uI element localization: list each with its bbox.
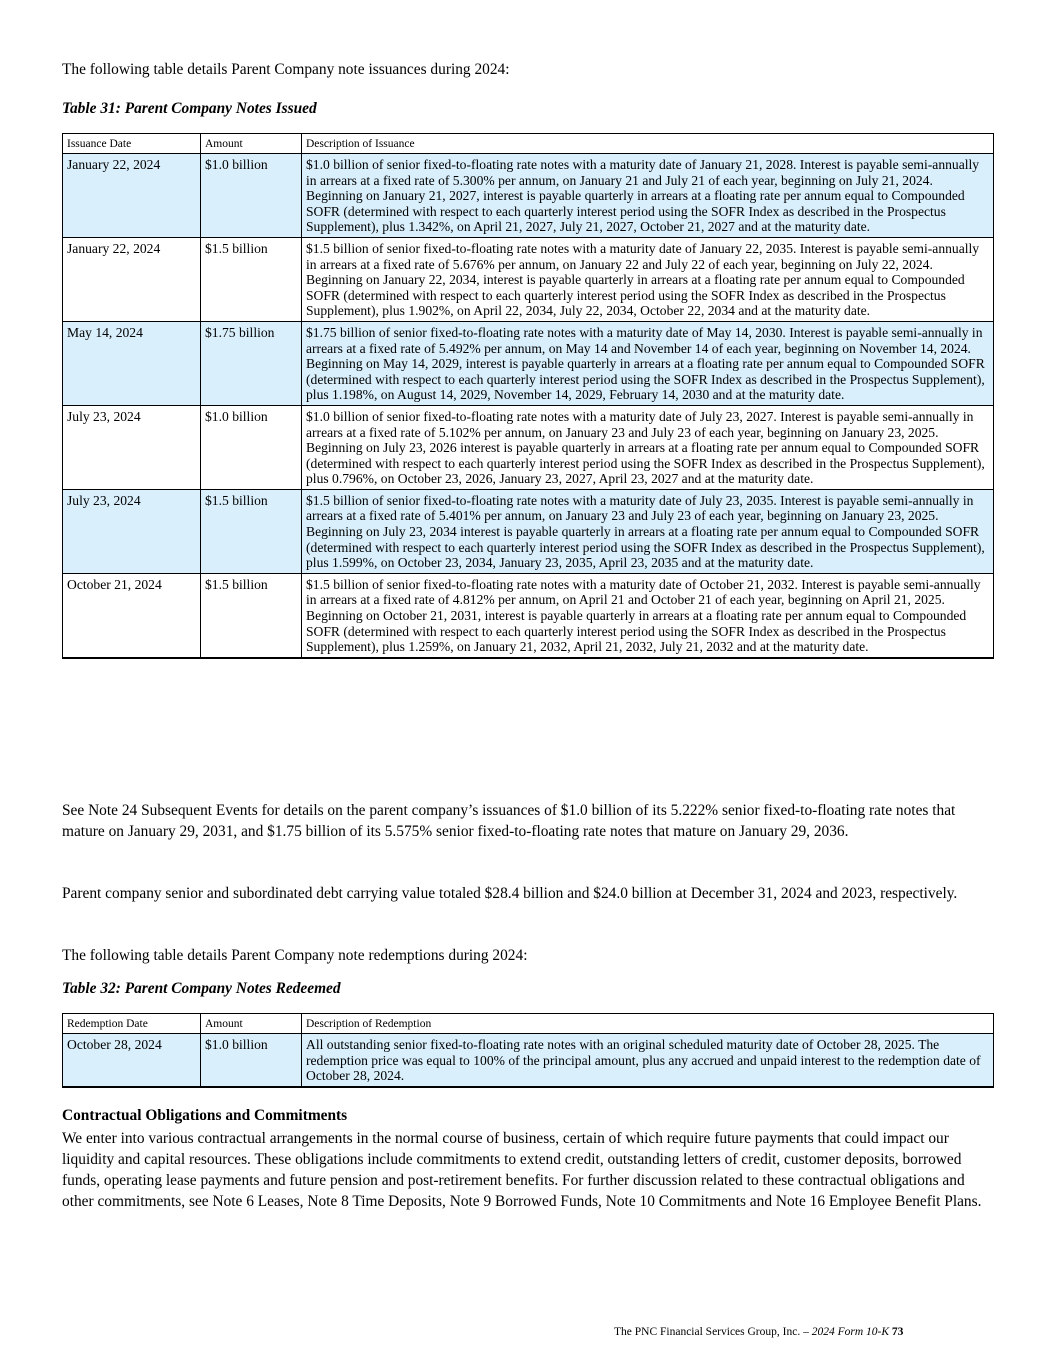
table-row	[63, 321, 994, 405]
page-footer	[614, 1326, 903, 1338]
column-header-description: Description of Redemption	[302, 1014, 994, 1034]
issuance-date-cell: July 23, 2024	[63, 405, 201, 489]
description-cell: $1.0 billion of senior fixed-to-floating rate notes with a maturity date of July 23, 2027. Interest is payable semi-annually in arrears at a fixed rate of 5.102% per annum, on January 23 and July 23 of each year, beginning on January 23, 2025. Beginning on July 23, 2026 interest is payable quarterly in arrears at a floating rate per annum equal to Compounded SOFR (determined with respect to each quarterly interest period using the SOFR Index as described in the Prospectus Supplement), plus 0.796%, on October 23, 2026, January 23, 2027, April 23, 2027 and at the maturity date.	[302, 405, 994, 489]
notes-issued-table	[62, 133, 994, 659]
description-cell: $1.5 billion of senior fixed-to-floating rate notes with a maturity date of January 22, 2035. Interest is payable semi-annually in arrears at a fixed rate of 5.676% per annum, on January 22 and July 22 of each year, beginning on July 22, 2024. Beginning on January 22, 2034, interest is payable quarterly in arrears at a floating rate per annum equal to Compounded SOFR (determined with respect to each quarterly interest period using the SOFR Index as described in the Prospectus Supplement), plus 1.902%, on April 22, 2034, July 22, 2034, October 22, 2034 and at the maturity date.	[302, 237, 994, 321]
description-cell: $1.75 billion of senior fixed-to-floating rate notes with a maturity date of May 14, 2030. Interest is payable semi-annually in arrears at a fixed rate of 5.492% per annum, on May 14 and November 14 of each year, beginning on November 14, 2024. Beginning on May 14, 2029, interest is payable quarterly in arrears at a floating rate per annum equal to Compounded SOFR (determined with respect to each quarterly interest period using the SOFR Index as described in the Prospectus Supplement), plus 1.198%, on August 14, 2029, November 14, 2029, February 14, 2030 and at the maturity date.	[302, 321, 994, 405]
table-row	[63, 405, 994, 489]
table-row	[63, 573, 994, 657]
issuance-date-cell: July 23, 2024	[63, 489, 201, 573]
table32-title: Table 32: Parent Company Notes Redeemed	[62, 980, 341, 997]
column-header-amount: Amount	[201, 134, 302, 154]
column-header-amount: Amount	[201, 1014, 302, 1034]
issuance-date-cell: October 21, 2024	[63, 573, 201, 657]
issuance-date-cell: January 22, 2024	[63, 237, 201, 321]
column-header-date: Redemption Date	[63, 1014, 201, 1034]
column-header-date: Issuance Date	[63, 134, 201, 154]
table-row	[63, 1034, 994, 1087]
amount-cell: $1.5 billion	[201, 489, 302, 573]
table-header-row	[63, 1014, 994, 1034]
table-header-row	[63, 134, 994, 154]
amount-cell: $1.5 billion	[201, 237, 302, 321]
intro-redemptions-paragraph: The following table details Parent Company note redemptions during 2024:	[62, 947, 528, 964]
subsequent-events-paragraph: See Note 24 Subsequent Events for details on the parent company’s issuances of $1.0 billion of its 5.222% senior fixed-to-floating rate notes that mature on January 29, 2031, and $1.75 billion of its 5.575% senior fixed-to-floating rate notes that mature on January 29, 2036.	[62, 802, 956, 840]
amount-cell: $1.0 billion	[201, 405, 302, 489]
amount-cell: $1.5 billion	[201, 573, 302, 657]
redemption-date-cell: October 28, 2024	[63, 1034, 201, 1087]
page-number: 73	[891, 1326, 904, 1338]
intro-issuances-paragraph: The following table details Parent Company note issuances during 2024:	[62, 61, 510, 78]
table31-title: Table 31: Parent Company Notes Issued	[62, 100, 317, 117]
issuance-date-cell: May 14, 2024	[63, 321, 201, 405]
description-cell: All outstanding senior fixed-to-floating rate notes with an original scheduled maturity date of October 28, 2025. The redemption price was equal to 100% of the principal amount, plus any accrued and unpaid interest to the redemption date of October 28, 2024.	[302, 1034, 994, 1087]
contractual-obligations-paragraph: We enter into various contractual arrangements in the normal course of business, certain of which require future payments that could impact our liquidity and capital resources. These obligations include commitments to extend credit, outstanding letters of credit, customer deposits, borrowed funds, operating lease payments and future pension and post-retirement benefits. For further discussion related to these contractual obligations and other commitments, see Note 6 Leases, Note 8 Time Deposits, Note 9 Borrowed Funds, Note 10 Commitments and Note 16 Employee Benefit Plans.	[62, 1130, 982, 1210]
amount-cell: $1.75 billion	[201, 321, 302, 405]
table-row	[63, 237, 994, 321]
section-heading: Contractual Obligations and Commitments	[62, 1107, 348, 1124]
amount-cell: $1.0 billion	[201, 1034, 302, 1087]
description-cell: $1.5 billion of senior fixed-to-floating rate notes with a maturity date of July 23, 2035. Interest is payable semi-annually in arrears at a fixed rate of 5.401% per annum, on January 23 and July 23 of each year, beginning on January 23, 2025. Beginning on July 23, 2034 interest is payable quarterly in arrears at a floating rate per annum equal to Compounded SOFR (determined with respect to each quarterly interest period using the SOFR Index as described in the Prospectus Supplement), plus 1.599%, on October 23, 2034, January 23, 2035, April 23, 2035 and at the maturity date.	[302, 489, 994, 573]
footer-company: The PNC Financial Services Group, Inc. –	[614, 1326, 809, 1338]
debt-carrying-value-paragraph: Parent company senior and subordinated debt carrying value totaled $28.4 billion and $24.0 billion at December 31, 2024 and 2023, respectively.	[62, 885, 958, 902]
amount-cell: $1.0 billion	[201, 154, 302, 238]
table-row	[63, 154, 994, 238]
notes-redeemed-table	[62, 1013, 994, 1088]
description-cell: $1.0 billion of senior fixed-to-floating rate notes with a maturity date of January 21, 2028. Interest is payable semi-annually in arrears at a fixed rate of 5.300% per annum, on January 21 and July 21 of each year, beginning on July 21, 2024. Beginning on January 21, 2027, interest is payable quarterly in arrears at a floating rate per annum equal to Compounded SOFR (determined with respect to each quarterly interest period using the SOFR Index as described in the Prospectus Supplement), plus 1.342%, on April 21, 2027, July 21, 2027, October 21, 2027 and at the maturity date.	[302, 154, 994, 238]
description-cell: $1.5 billion of senior fixed-to-floating rate notes with a maturity date of October 21, 2032. Interest is payable semi-annually in arrears at a fixed rate of 4.812% per annum, on April 21 and October 21 of each year, beginning on April 21, 2025. Beginning on October 21, 2031, interest is payable quarterly in arrears at a floating rate per annum equal to Compounded SOFR (determined with respect to each quarterly interest period using the SOFR Index as described in the Prospectus Supplement), plus 1.259%, on January 21, 2032, April 21, 2032, July 21, 2032 and at the maturity date.	[302, 573, 994, 657]
issuance-date-cell: January 22, 2024	[63, 154, 201, 238]
column-header-description: Description of Issuance	[302, 134, 994, 154]
footer-form: 2024 Form 10-K	[811, 1326, 890, 1338]
table-row	[63, 489, 994, 573]
